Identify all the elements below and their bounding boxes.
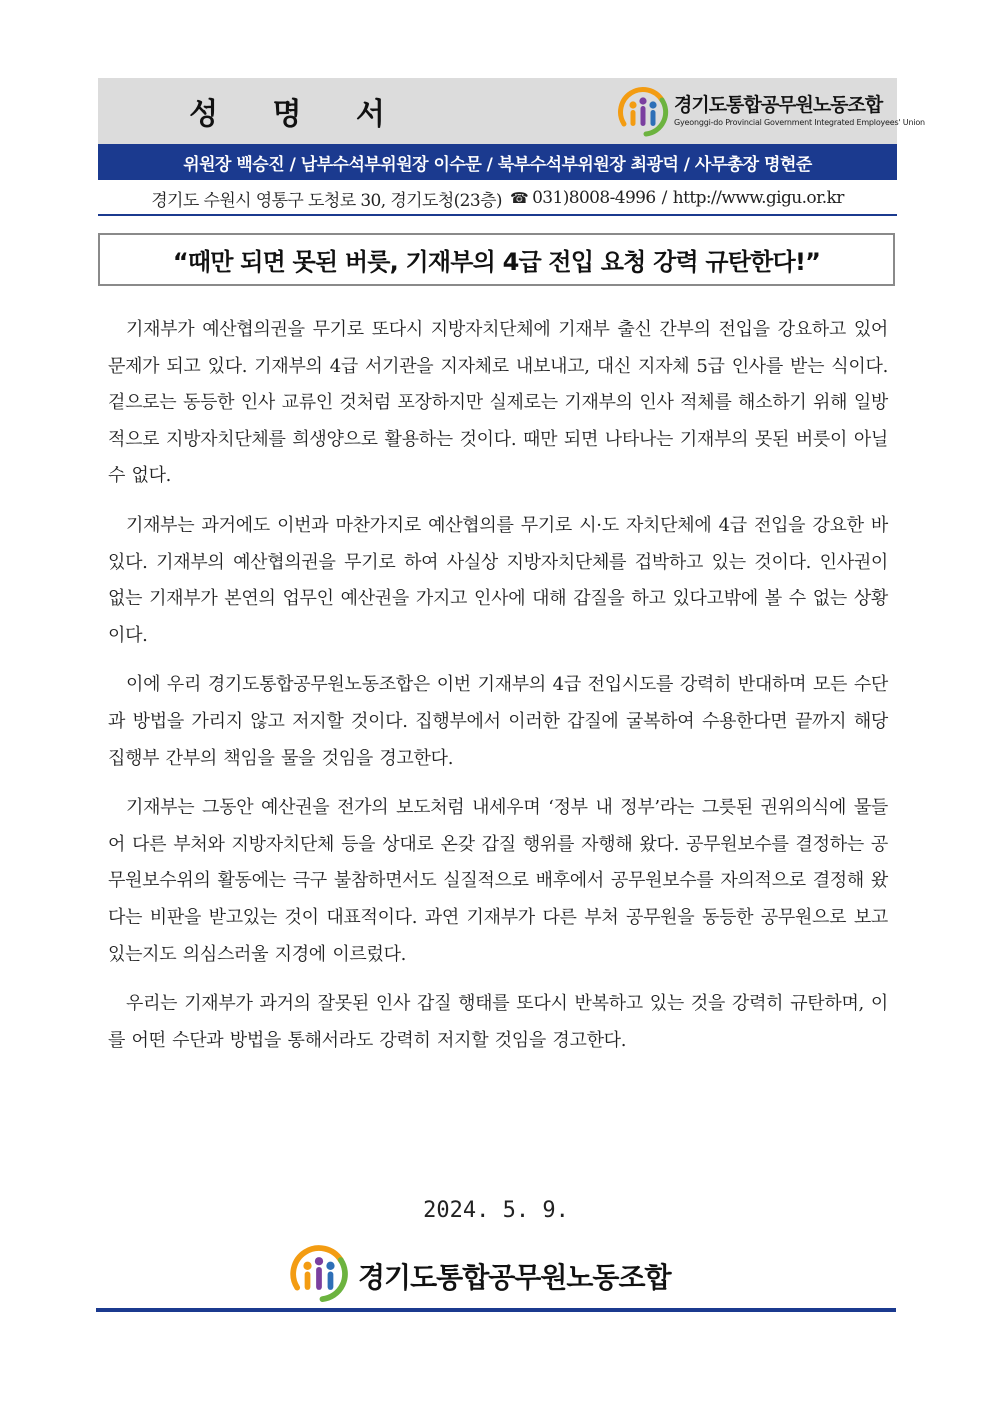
phone-number: 031)8008-4996 — [532, 188, 656, 208]
footer-divider — [96, 1308, 896, 1312]
website-link[interactable]: http://www.gigu.or.kr — [672, 188, 844, 208]
statement-body — [108, 312, 888, 1072]
address-text: 경기도 수원시 영통구 도청로 30, 경기도청(23층) — [151, 190, 502, 211]
org-name: 경기도통합공무원노동조합 — [674, 94, 883, 116]
org-logo — [616, 84, 925, 140]
paragraph: 우리는 기재부가 과거의 잘못된 인사 갑질 행태를 또다시 반복하고 있는 것을 강력히 규탄하며, 이를 어떤 수단과 방법을 통해서라도 강력히 저지할 것임을 경고한다. — [108, 993, 888, 1051]
headline: “때만 되면 못된 버릇, 기재부의 4급 전입 요청 강력 규탄한다!” — [172, 248, 821, 276]
headline-box — [98, 233, 895, 286]
address-line — [98, 182, 897, 216]
paragraph: 이에 우리 경기도통합공무원노동조합은 이번 기재부의 4급 전입시도를 강력히 반대하며 모든 수단과 방법을 가리지 않고 저지할 것이다. 집행부에서 이러한 갑질에 굴복하여 수용한다면 끝까지 해당 집행부 간부의 책임을 물을 것임을 경고한다. — [108, 674, 888, 769]
paragraph: 기재부는 과거에도 이번과 마찬가지로 예산협의를 무기로 시·도 자치단체에 4급 전입을 강요한 바 있다. 기재부의 예산협의권을 무기로 하여 사실상 지방자치단체를 겁박하고 있는 것이다. 인사권이 없는 기재부가 본연의 업무인 예산권을 가지고 인사에 대해 갑질을 하고 있다고밖에 볼 수 없는 상황이다. — [108, 514, 888, 646]
document-header — [98, 78, 925, 144]
footer-org-name: 경기도통합공무원노동조합 — [358, 1261, 671, 1294]
phone-icon: ☎ — [509, 189, 529, 207]
paragraph: 기재부는 그동안 예산권을 전가의 보도처럼 내세우며 ‘정부 내 정부’라는 그릇된 권위의식에 물들어 다른 부처와 지방자치단체 등을 상대로 온갖 갑질 행위를 자행해 왔다. 공무원보수를 결정하는 공무원보수위의 활동에는 극구 불참하면서도 실질적으로 배후에서 공무원보수를 자의적으로 결정해 왔다는 비판을 받고있는 것이 대표적이다. 과연 기재부가 다른 부처 공무원을 동등한 공무원으로 보고 있는지도 의심스러울 지경에 이르렀다. — [108, 797, 888, 965]
union-logo-icon — [616, 86, 670, 140]
paragraph: 기재부가 예산협의권을 무기로 또다시 지방자치단체에 기재부 출신 간부의 전입을 강요하고 있어 문제가 되고 있다. 기재부의 4급 서기관을 지자체로 내보내고, 대신 지자체 5급 인사를 받는 식이다. 겉으로는 동등한 인사 교류인 것처럼 포장하지만 실제로는 기재부의 인사 적체를 해소하기 위해 일방적으로 지방자치단체를 희생양으로 활용하는 것이다. 때만 되면 나타나는 기재부의 못된 버릇이 아닐 수 없다. — [108, 319, 888, 487]
footer-signature — [288, 1242, 718, 1306]
union-logo-icon — [288, 1244, 350, 1306]
statement-date: 2024. 5. 9. — [423, 1198, 569, 1223]
address-separator: / — [661, 188, 667, 208]
org-name-english: Gyeonggi-do Provincial Government Integrated Employees' Union — [674, 118, 925, 127]
document-title: 성 명 서 — [189, 97, 407, 132]
officers-bar: 위원장 백승진 / 남부수석부위원장 이수문 / 북부수석부위원장 최광덕 / 사무총장 명현준 — [98, 144, 897, 180]
